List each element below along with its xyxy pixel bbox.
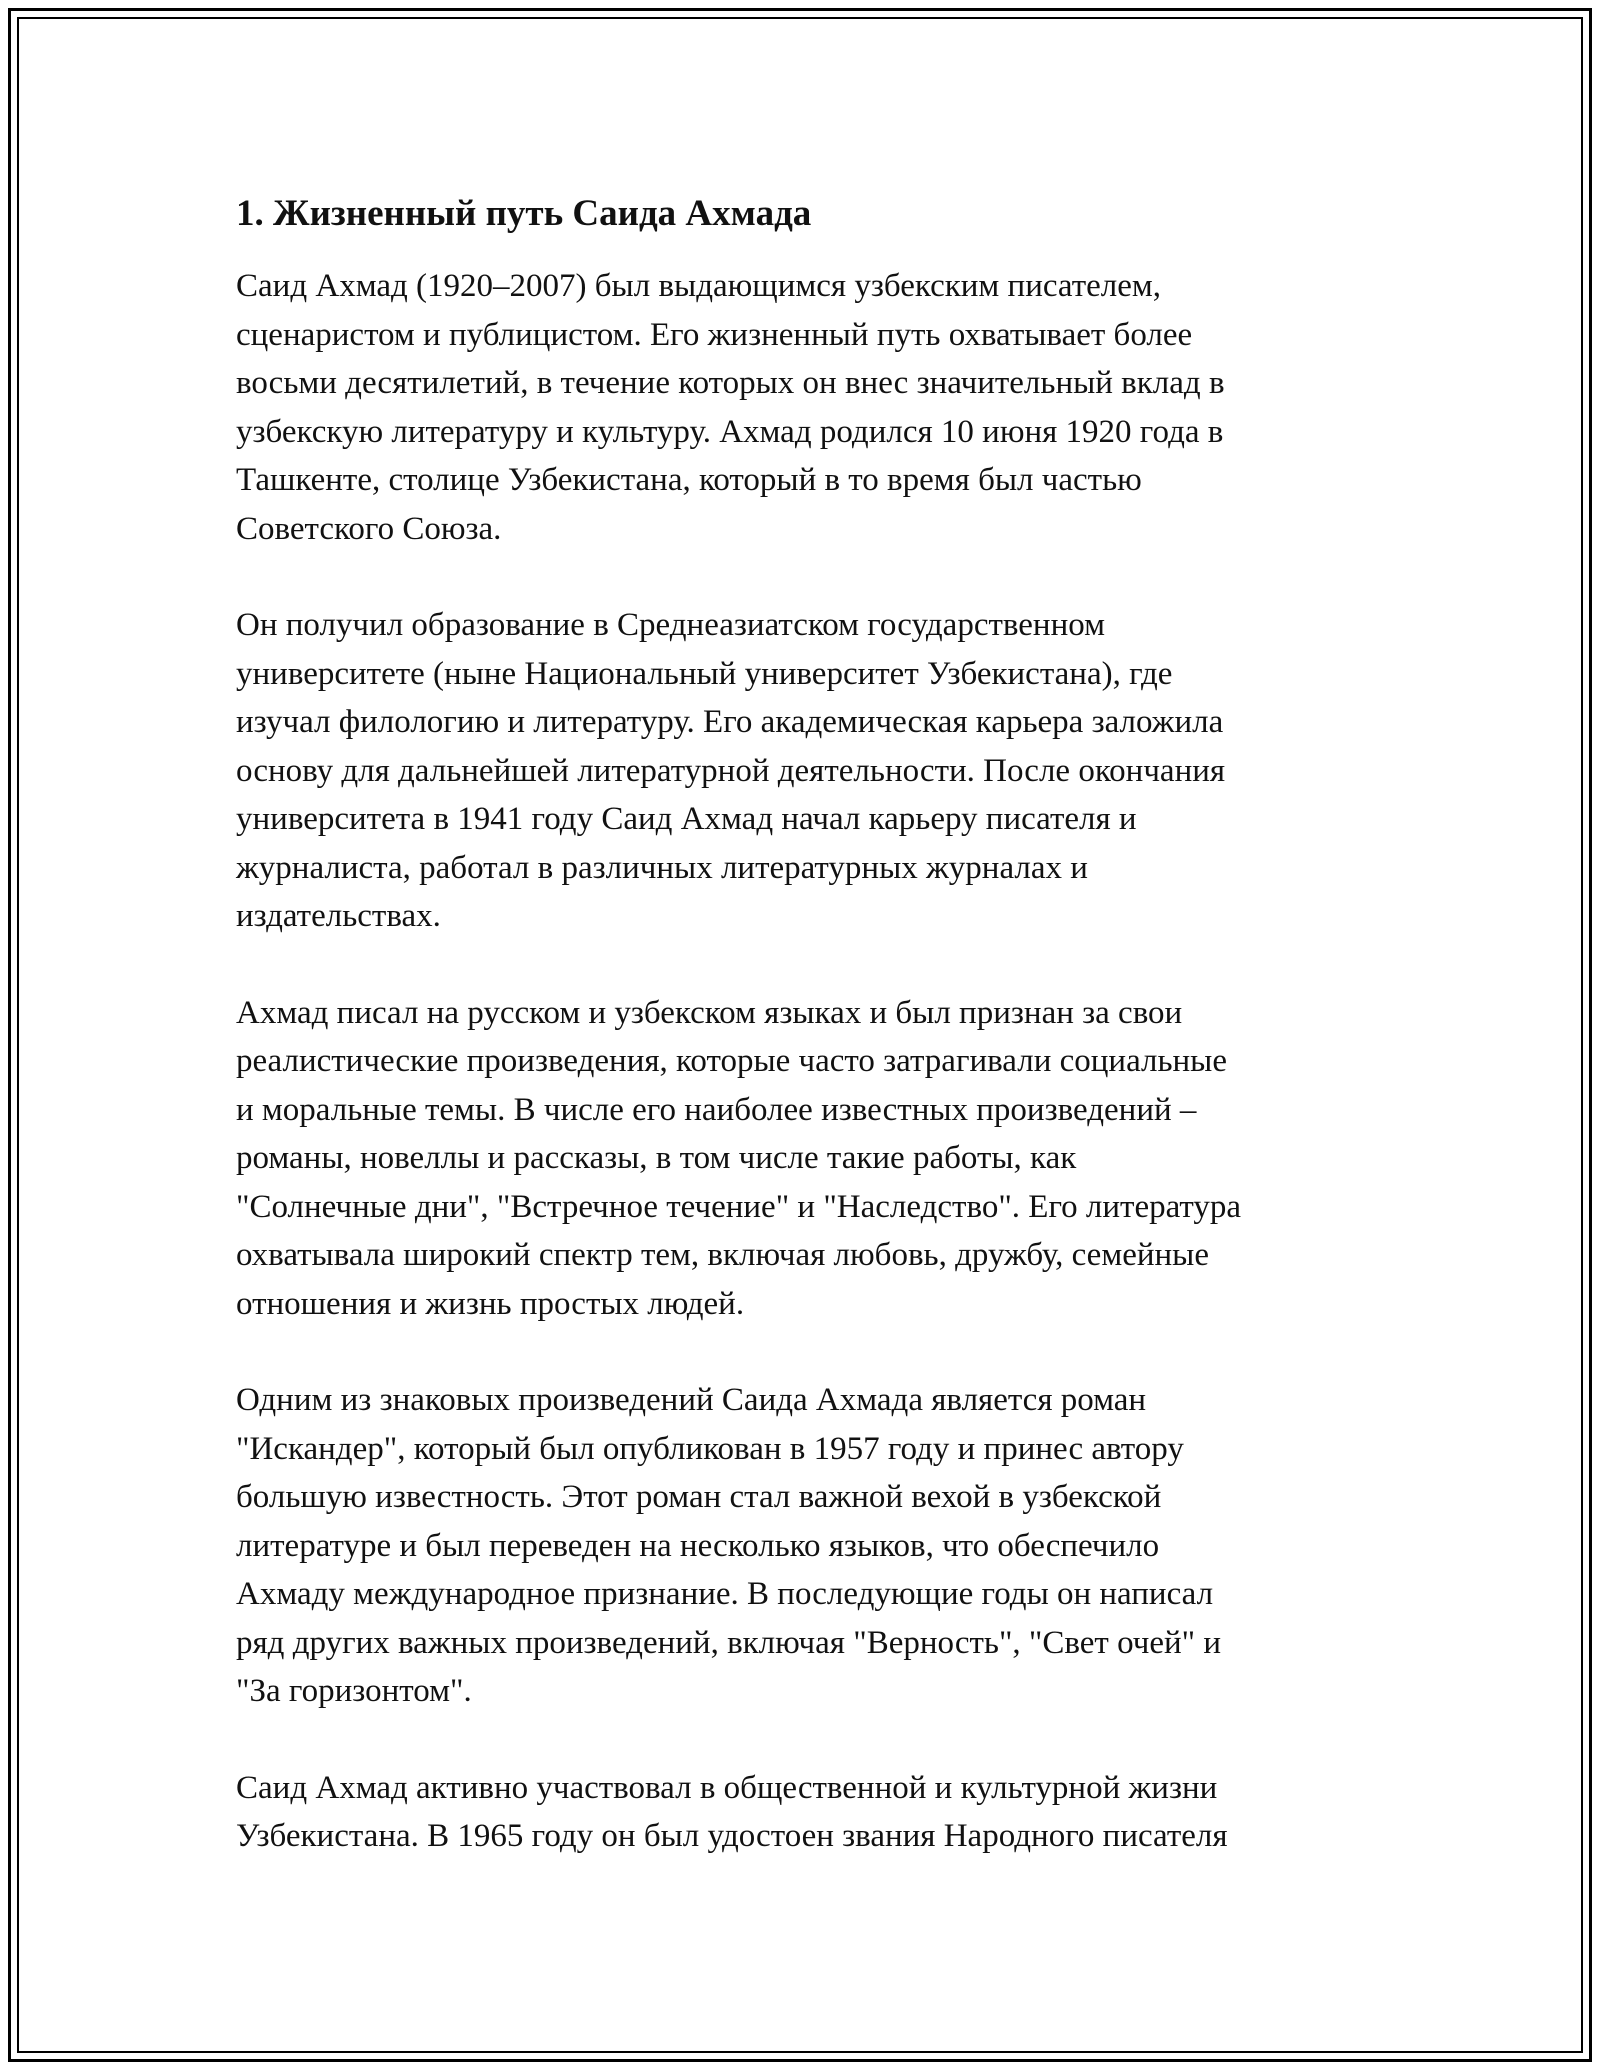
text-line: Ахмаду международное признание. В последующие годы он написал [236, 1576, 1214, 1612]
text-line: восьми десятилетий, в течение которых он внес значительный вклад в [236, 365, 1225, 401]
text-line: "Солнечные дни", "Встречное течение" и "Наследство". Его литература [236, 1188, 1242, 1225]
text-line: журналиста, работал в различных литературных журналах и [236, 849, 1088, 886]
text-line: издательствах. [236, 898, 441, 934]
text-line: литературе и был переведен на несколько языков, что обеспечило [236, 1527, 1160, 1564]
text-line: Ахмад писал на русском и узбекском языках и был признан за свои [236, 994, 1183, 1031]
text-line: "За горизонтом". [236, 1673, 472, 1709]
paragraph-4 [236, 1376, 1376, 1716]
text-line: Он получил образование в Среднеазиатском государственном [236, 607, 1106, 643]
paragraph-1 [236, 262, 1376, 553]
text-line: "Искандер", который был опубликован в 1957 году и принес автору [236, 1430, 1184, 1467]
paragraph-2 [236, 601, 1376, 941]
text-line: Ташкенте, столице Узбекистана, который в то время был частью [236, 462, 1142, 498]
text-line: Одним из знаковых произведений Саида Ахмада является роман [236, 1382, 1147, 1418]
text-line: большую известность. Этот роман стал важной вехой в узбекской [236, 1479, 1162, 1515]
text-line: романы, новеллы и рассказы, в том числе такие работы, как [236, 1140, 1077, 1176]
text-line: основу для дальнейшей литературной деятельности. После окончания [236, 752, 1226, 789]
text-line: отношения и жизнь простых людей. [236, 1285, 745, 1322]
text-line: Узбекистана. В 1965 году он был удостоен звания Народного писателя [236, 1818, 1228, 1854]
text-line: Саид Ахмад (1920–2007) был выдающимся узбекским писателем, [236, 268, 1162, 304]
text-line: сценаристом и публицистом. Его жизненный путь охватывает более [236, 316, 1193, 353]
paragraph-5 [236, 1764, 1376, 1861]
text-line: узбекскую литературу и культуру. Ахмад родился 10 июня 1920 года в [236, 413, 1224, 450]
text-line: университета в 1941 году Саид Ахмад начал карьеру писателя и [236, 801, 1137, 837]
text-line: и моральные темы. В числе его наиболее известных произведений – [236, 1091, 1197, 1128]
text-line: университете (ныне Национальный университет Узбекистана), где [236, 655, 1173, 692]
text-line: охватывала широкий спектр тем, включая любовь, дружбу, семейные [236, 1237, 1209, 1273]
text-line: изучал филологию и литературу. Его академическая карьера заложила [236, 704, 1224, 740]
section-heading: 1. Жизненный путь Саида Ахмада [236, 193, 812, 234]
text-line: реалистические произведения, которые часто затрагивали социальные [236, 1043, 1227, 1079]
paragraph-3 [236, 989, 1376, 1329]
text-line: Советского Союза. [236, 510, 502, 547]
text-line: ряд других важных произведений, включая "Верность", "Свет очей" и [236, 1624, 1222, 1661]
document-body [236, 186, 1376, 1909]
text-line: Саид Ахмад активно участвовал в общественной и культурной жизни [236, 1769, 1218, 1806]
